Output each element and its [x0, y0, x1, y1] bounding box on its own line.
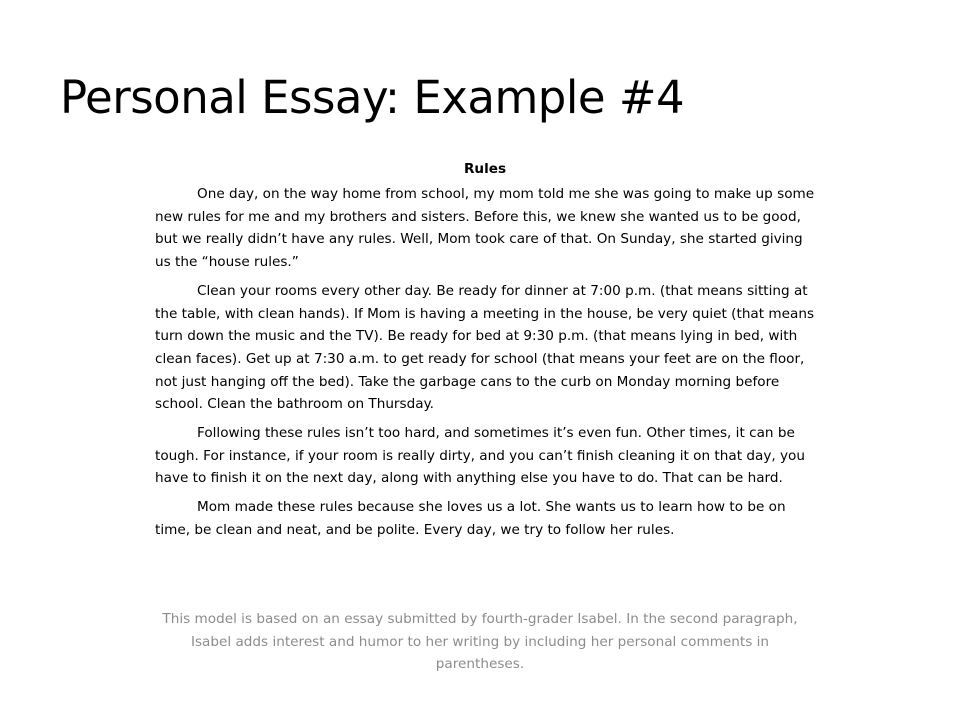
essay-paragraph-1: One day, on the way home from school, my mom told me she was going to make up some new rules for me and my brothers and sisters. Before this, we knew she wanted us to be good, but we really didn’t have any rules. Well, Mom took care of that. On Sunday, she started giving us the “house rules.”: [155, 186, 815, 271]
essay-body: [155, 158, 815, 548]
slide-title: Personal Essay: Example #4: [60, 71, 685, 124]
model-caption: This model is based on an essay submitted by fourth-grader Isabel. In the second paragraph, Isabel adds interest and humor to her writing by including her personal comments in parentheses.: [162, 611, 798, 673]
essay-paragraph-2: Clean your rooms every other day. Be ready for dinner at 7:00 p.m. (that means sitting at the table, with clean hands). If Mom is having a meeting in the house, be very quiet (that means turn down the music and the TV). Be ready for bed at 9:30 p.m. (that means lying in bed, with clean faces). Get up at 7:30 a.m. to get ready for school (that means your feet are on the floor, not just hanging off the bed). Take the garbage cans to the curb on Monday morning before school. Clean the bathroom on Thursday.: [155, 282, 815, 413]
essay-paragraph-3: Following these rules isn’t too hard, and sometimes it’s even fun. Other times, it can be tough. For instance, if your room is really dirty, and you can’t finish cleaning it on that day, you have to finish it on the next day, along with anything else you have to do. That can be hard.: [155, 425, 805, 487]
essay-paragraph-4: Mom made these rules because she loves us a lot. She wants us to learn how to be on time, be clean and neat, and be polite. Every day, we try to follow her rules.: [155, 499, 786, 538]
essay-heading: Rules: [463, 161, 507, 177]
